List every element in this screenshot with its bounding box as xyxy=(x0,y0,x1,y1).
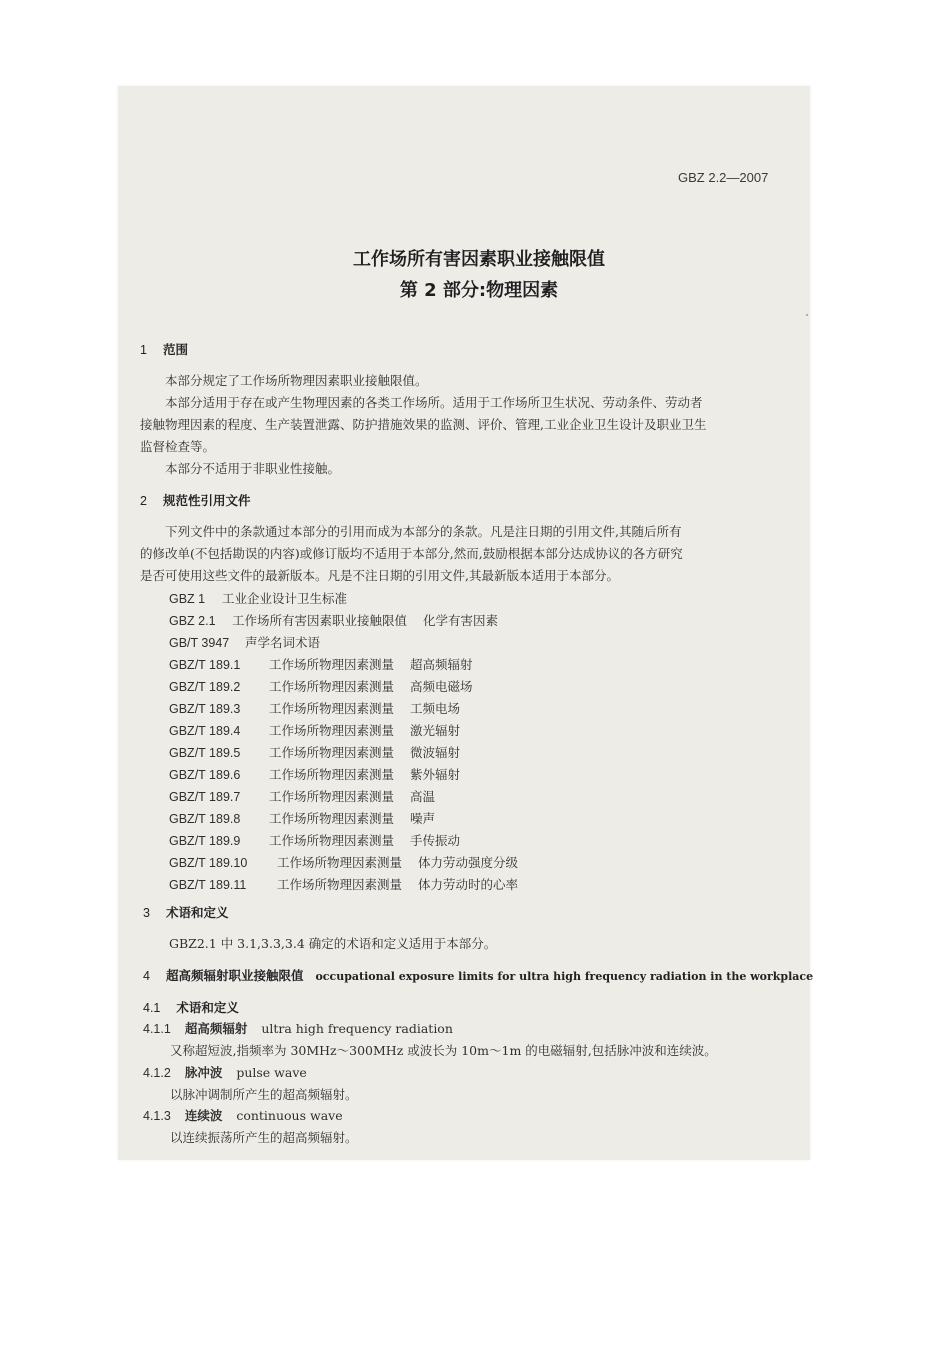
reference-code: GBZ 2.1 xyxy=(169,614,216,628)
section-number: 2 xyxy=(140,494,147,508)
paragraph: 下列文件中的条款通过本部分的引用而成为本部分的条款。凡是注日期的引用文件,其随后所有 xyxy=(165,524,682,539)
term-name: 脉冲波 xyxy=(184,1065,223,1080)
reference-item xyxy=(169,767,460,783)
reference-code: GBZ/T 189.5 xyxy=(169,746,241,760)
paragraph: 监督检查等。 xyxy=(140,439,216,454)
subsection-4-1-heading xyxy=(143,1000,239,1016)
reference-title: 声学名词术语 xyxy=(245,635,321,650)
reference-title: 工作场所有害因素职业接触限值 xyxy=(232,613,408,628)
term-english: pulse wave xyxy=(236,1065,307,1080)
section-1-heading xyxy=(140,342,188,358)
section-title: 术语和定义 xyxy=(165,905,229,920)
term-english: ultra high frequency radiation xyxy=(261,1021,453,1036)
reference-item xyxy=(169,833,460,849)
reference-subtitle: 激光辐射 xyxy=(410,723,461,738)
reference-title: 工作场所物理因素测量 xyxy=(269,701,395,716)
section-number: 1 xyxy=(140,343,147,357)
reference-title: 工作场所物理因素测量 xyxy=(269,811,395,826)
paragraph: 本部分不适用于非职业性接触。 xyxy=(165,461,341,476)
reference-title: 工作场所物理因素测量 xyxy=(269,723,395,738)
reference-subtitle: 高频电磁场 xyxy=(410,679,473,694)
reference-subtitle: 工频电场 xyxy=(410,701,461,716)
reference-code: GBZ/T 189.4 xyxy=(169,724,241,738)
reference-subtitle: 超高频辐射 xyxy=(410,657,473,672)
reference-item xyxy=(169,701,460,717)
document-subtitle: 第 2 部分:物理因素 xyxy=(399,280,559,301)
reference-code: GBZ/T 189.6 xyxy=(169,768,241,782)
reference-subtitle: 微波辐射 xyxy=(410,745,461,760)
term-number: 4.1.2 xyxy=(143,1066,171,1080)
document-title: 工作场所有害因素职业接触限值 xyxy=(353,249,605,270)
paragraph: 本部分适用于存在或产生物理因素的各类工作场所。适用于工作场所卫生状况、劳动条件、劳动者 xyxy=(165,395,703,410)
paragraph: 的修改单(不包括勘误的内容)或修订版均不适用于本部分,然而,鼓励根据本部分达成协议的各方研究 xyxy=(140,546,683,561)
reference-subtitle: 手传振动 xyxy=(410,833,461,848)
reference-title: 工业企业设计卫生标准 xyxy=(222,591,348,606)
term-english: continuous wave xyxy=(236,1108,343,1123)
reference-item xyxy=(169,789,435,805)
term-entry xyxy=(143,1021,453,1037)
reference-subtitle: 噪声 xyxy=(410,811,436,826)
reference-subtitle: 化学有害因素 xyxy=(423,613,499,628)
reference-code: GBZ/T 189.9 xyxy=(169,834,241,848)
reference-code: GB/T 3947 xyxy=(169,636,230,650)
section-title: 范围 xyxy=(162,342,188,357)
reference-code: GBZ/T 189.11 xyxy=(169,878,247,892)
reference-item xyxy=(169,745,460,761)
reference-code: GBZ 1 xyxy=(169,592,206,606)
reference-title: 工作场所物理因素测量 xyxy=(269,833,395,848)
reference-subtitle: 紫外辐射 xyxy=(410,767,461,782)
section-number: 4 xyxy=(143,969,150,983)
reference-item xyxy=(169,635,320,651)
reference-code: GBZ/T 189.7 xyxy=(169,790,241,804)
reference-item xyxy=(169,811,435,827)
term-name: 连续波 xyxy=(184,1108,223,1123)
paragraph: 接触物理因素的程度、生产装置泄露、防护措施效果的监测、评价、管理,工业企业卫生设计及职业卫生 xyxy=(140,417,707,432)
section-3-heading xyxy=(143,905,228,921)
term-entry xyxy=(143,1065,307,1081)
section-title: 超高频辐射职业接触限值 xyxy=(165,968,304,983)
reference-code: GBZ/T 189.3 xyxy=(169,702,241,716)
reference-item xyxy=(169,679,473,695)
paragraph: GBZ2.1 中 3.1,3.3,3.4 确定的术语和定义适用于本部分。 xyxy=(169,936,497,951)
reference-subtitle: 高温 xyxy=(410,789,436,804)
section-2-heading xyxy=(140,493,250,509)
term-definition: 又称超短波,指频率为 30MHz～300MHz 或波长为 10m～1m 的电磁辐射,包括脉冲波和连续波。 xyxy=(170,1043,717,1058)
term-definition: 以脉冲调制所产生的超高频辐射。 xyxy=(170,1087,358,1102)
section-4-heading xyxy=(143,968,813,985)
paragraph: 本部分规定了工作场所物理因素职业接触限值。 xyxy=(165,373,428,388)
reference-item xyxy=(169,613,498,629)
reference-subtitle: 体力劳动强度分级 xyxy=(418,855,519,870)
reference-title: 工作场所物理因素测量 xyxy=(277,877,403,892)
scan-speck xyxy=(806,314,808,316)
section-title: 规范性引用文件 xyxy=(162,493,251,508)
reference-code: GBZ/T 189.10 xyxy=(169,856,248,870)
reference-code: GBZ/T 189.2 xyxy=(169,680,241,694)
reference-title: 工作场所物理因素测量 xyxy=(277,855,403,870)
reference-item xyxy=(169,855,518,871)
paragraph: 是否可使用这些文件的最新版本。凡是不注日期的引用文件,其最新版本适用于本部分。 xyxy=(140,568,619,583)
term-number: 4.1.3 xyxy=(143,1109,171,1123)
subsection-title: 术语和定义 xyxy=(176,1000,239,1015)
reference-item xyxy=(169,591,347,607)
reference-item xyxy=(169,723,460,739)
term-name: 超高频辐射 xyxy=(184,1021,248,1036)
document-id: GBZ 2.2—2007 xyxy=(678,170,769,185)
reference-title: 工作场所物理因素测量 xyxy=(269,767,395,782)
term-number: 4.1.1 xyxy=(143,1022,171,1036)
term-definition: 以连续振荡所产生的超高频辐射。 xyxy=(170,1130,358,1145)
reference-code: GBZ/T 189.8 xyxy=(169,812,241,826)
reference-item xyxy=(169,877,518,893)
reference-title: 工作场所物理因素测量 xyxy=(269,745,395,760)
section-number: 3 xyxy=(143,906,150,920)
section-title-english: occupational exposure limits for ultra high frequency radiation in the workplace xyxy=(315,970,814,983)
reference-item xyxy=(169,657,473,673)
reference-title: 工作场所物理因素测量 xyxy=(269,657,395,672)
reference-code: GBZ/T 189.1 xyxy=(169,658,241,672)
reference-title: 工作场所物理因素测量 xyxy=(269,679,395,694)
term-entry xyxy=(143,1108,343,1124)
reference-subtitle: 体力劳动时的心率 xyxy=(418,877,519,892)
subsection-number: 4.1 xyxy=(143,1001,161,1015)
reference-title: 工作场所物理因素测量 xyxy=(269,789,395,804)
